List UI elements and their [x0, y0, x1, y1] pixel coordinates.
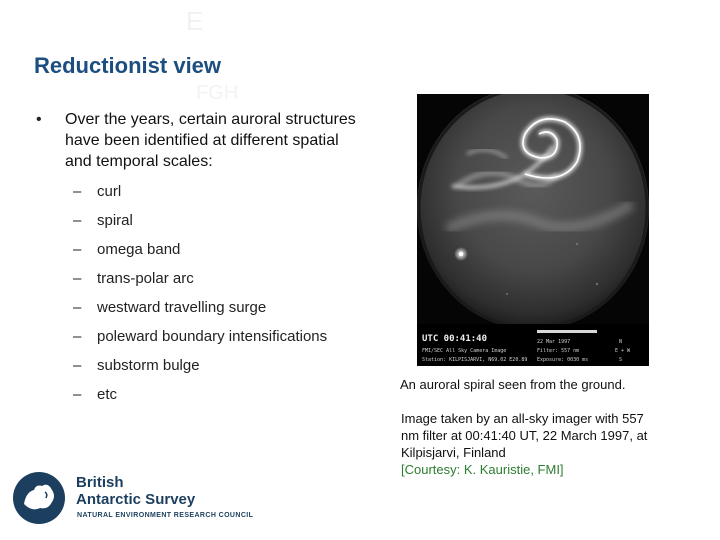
logo-line-1: British [76, 474, 124, 491]
image-caption: An auroral spiral seen from the ground. [400, 377, 626, 392]
image-info-station: Station: KILPISJARVI, N69.02 E20.89 [422, 357, 528, 363]
image-info-camera: FMI/SEC All Sky Camera Image [422, 348, 507, 354]
image-courtesy: [Courtesy: K. Kauristie, FMI] [401, 462, 564, 477]
list-item: – substorm bulge [73, 357, 200, 374]
list-item: – westward travelling surge [73, 299, 267, 316]
image-filter: Filter: 557 nm [537, 348, 580, 354]
logo-line-2: Antarctic Survey [76, 491, 196, 508]
utc-label: UTC 00:41:40 [422, 334, 488, 344]
list-item: – curl [73, 183, 122, 200]
sub-bullet-list [73, 183, 327, 415]
intensity-scale-bar [537, 330, 597, 333]
compass-n: N [619, 339, 623, 345]
image-exposure: Exposure: 0030 ms [537, 357, 589, 363]
background-watermark-letters: FGH [196, 82, 239, 104]
logo-line-3: NATURAL ENVIRONMENT RESEARCH COUNCIL [77, 512, 254, 519]
image-date: 22 Mar 1997 [537, 339, 571, 345]
list-item: – trans-polar arc [73, 270, 194, 287]
list-item: – etc [73, 386, 118, 403]
bullet-text: Over the years, certain auroral structures have been identified at different spatial and temporal scales: [65, 111, 356, 170]
list-item: – poleward boundary intensifications [73, 328, 328, 345]
aurora-all-sky-image [417, 94, 649, 366]
list-item: – spiral [73, 212, 133, 229]
background-watermark-letter: E [186, 6, 204, 36]
list-item: – omega band [73, 241, 181, 258]
compass-ew: E + W [615, 348, 631, 354]
compass-s: S [619, 357, 623, 363]
image-details-text: Image taken by an all-sky imager with 557 nm filter at 00:41:40 UT, 22 March 1997, at Kilpisjarvi, Finland [401, 411, 648, 460]
image-details [401, 410, 661, 478]
bullet-marker: • [36, 111, 42, 128]
slide-title: Reductionist view [34, 53, 222, 78]
